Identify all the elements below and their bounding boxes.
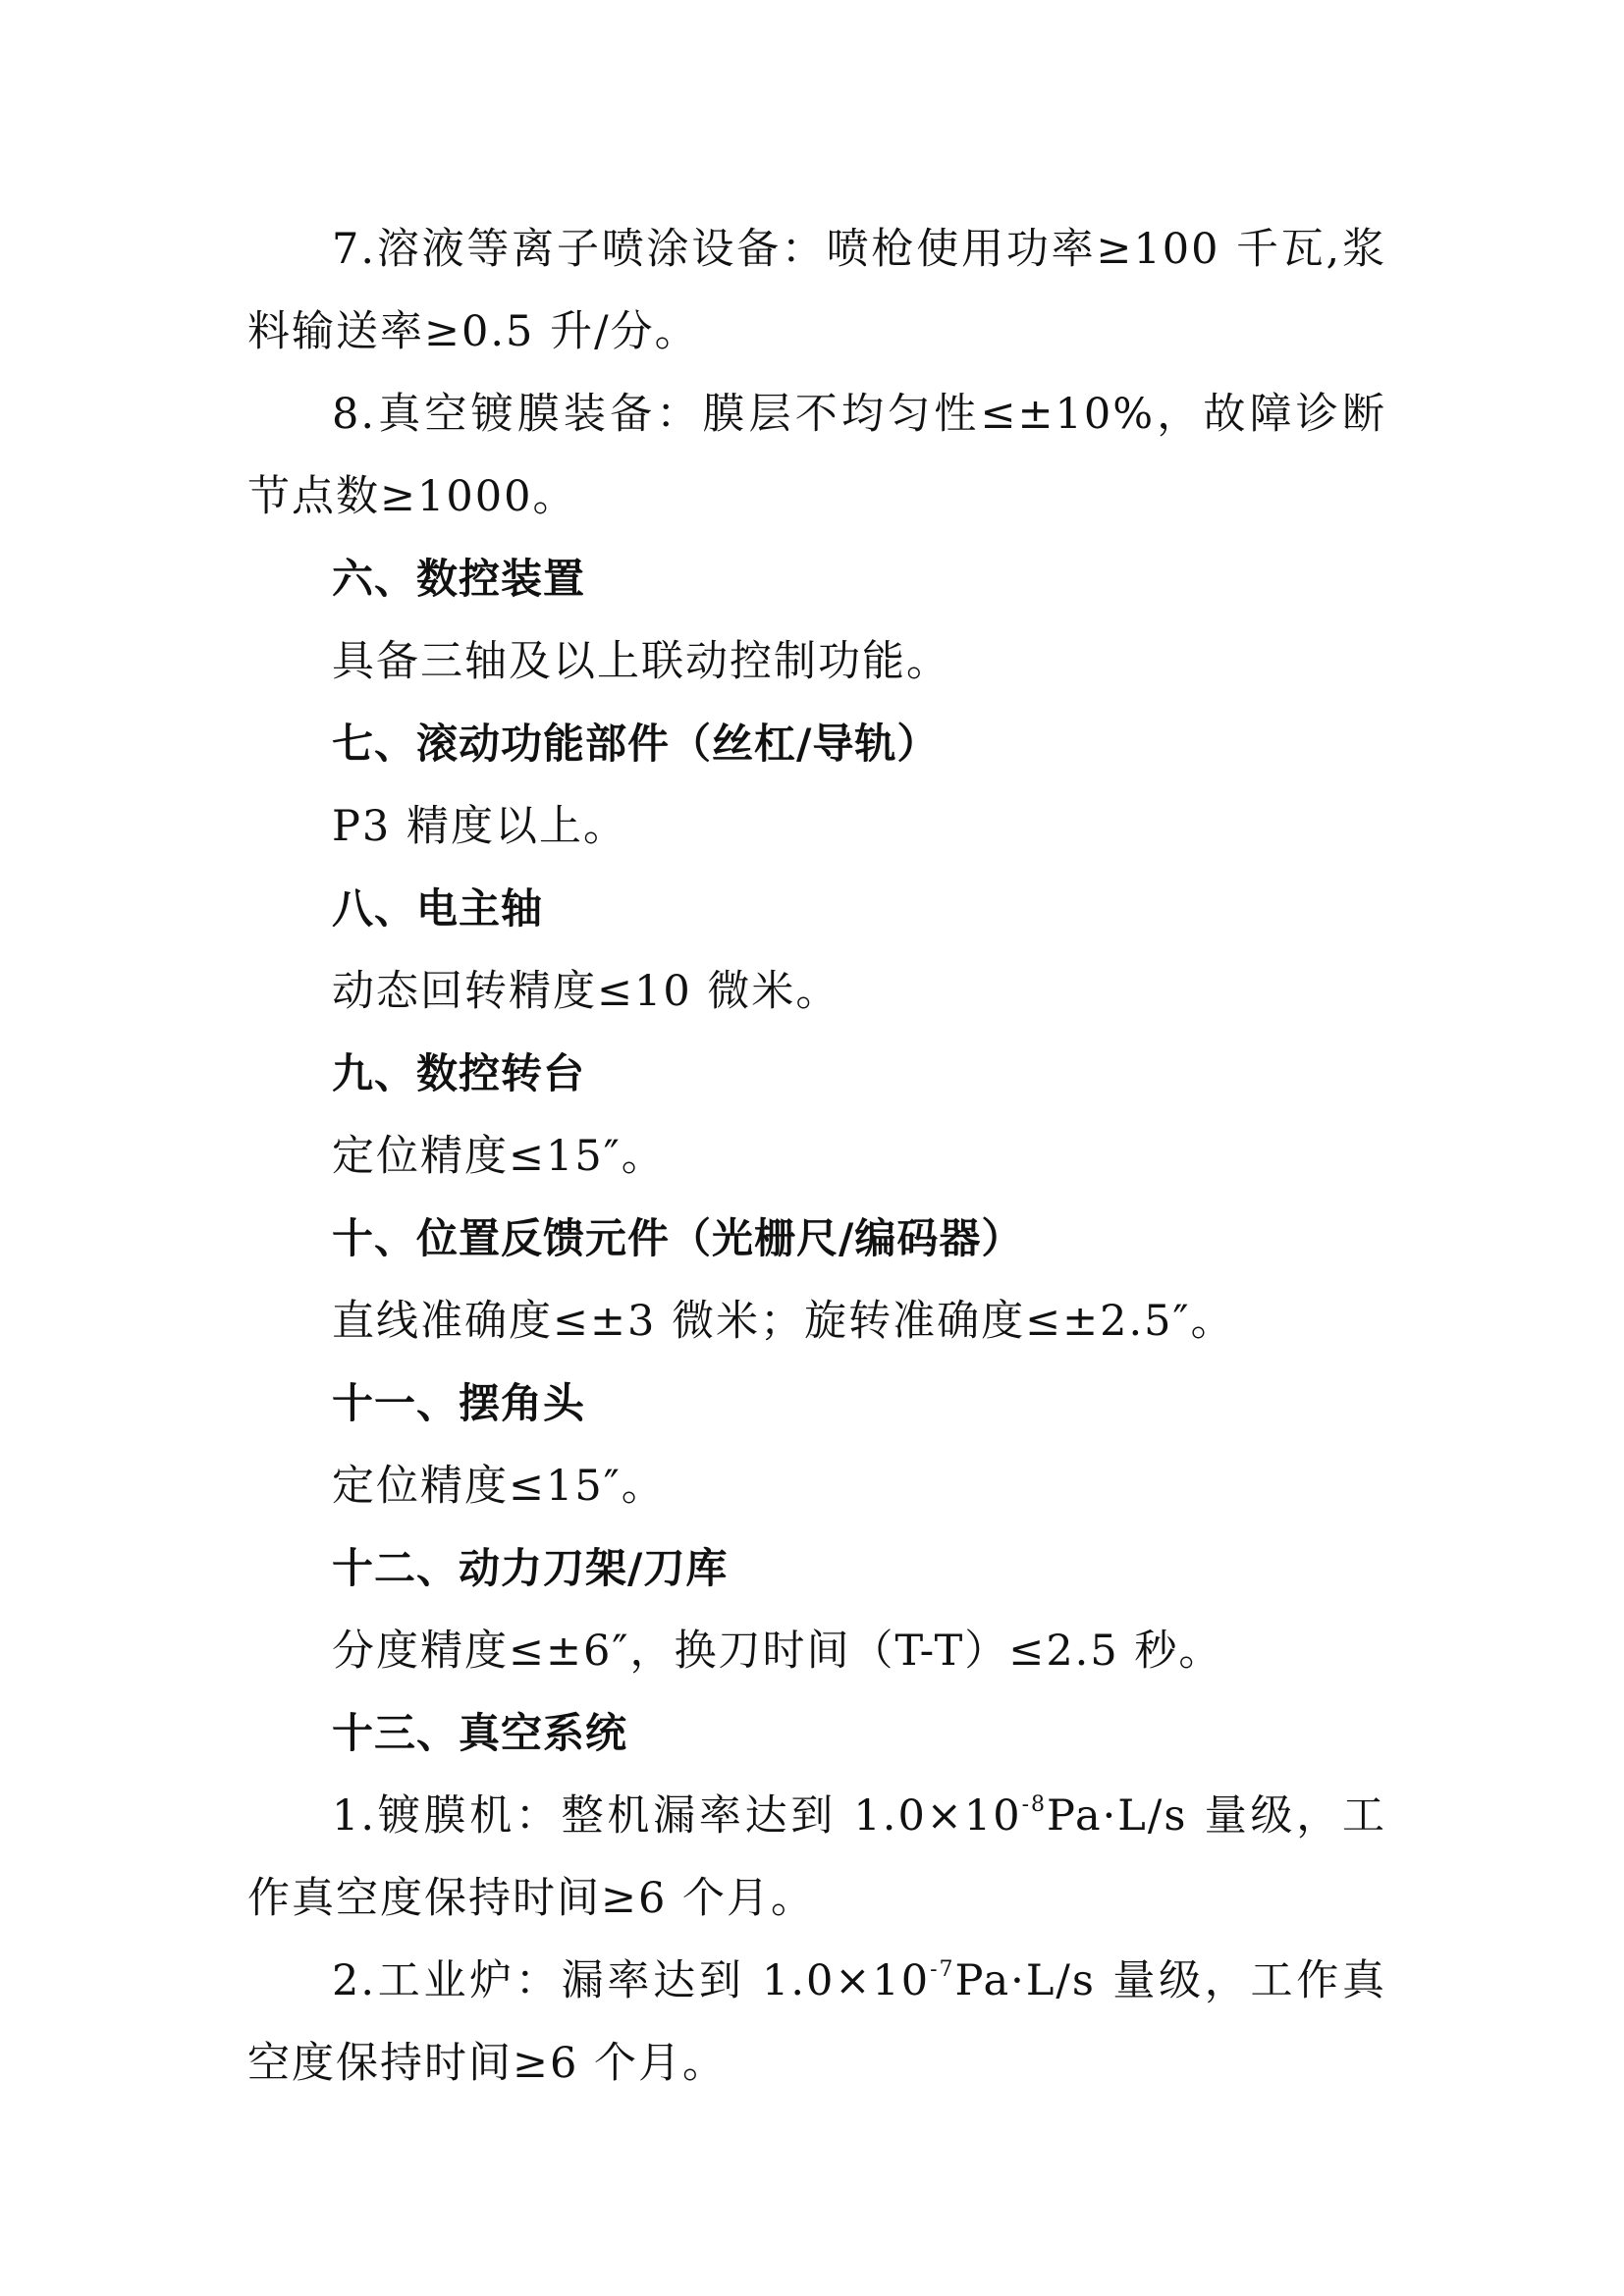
- section-body-12: 分度精度≤±6″，换刀时间（T-T）≤2.5 秒。: [332, 1627, 1223, 1676]
- item-8-vacuum-coating: 8.真空镀膜装备：膜层不均匀性≤±10%，故障诊断节点数≥1000。: [247, 390, 1386, 521]
- item-13-1-coating-machine: [247, 1775, 1386, 1940]
- section-body-10: 直线准确度≤±3 微米；旋转准确度≤±2.5″。: [332, 1297, 1235, 1346]
- item-13-1-text-b: Pa·L/s 量级，工作真空度保持时间≥6 个月。: [247, 1791, 1386, 1923]
- section-heading-13: 十三、真空系统: [332, 1709, 628, 1757]
- item-13-1-text-a: 1.镀膜机：整机漏率达到 1.0×10: [332, 1791, 1022, 1841]
- item-13-2-text-b: Pa·L/s 量级，工作真空度保持时间≥6 个月。: [247, 1956, 1386, 2088]
- section-heading-10: 十、位置反馈元件（光栅尺/编码器）: [332, 1214, 1024, 1262]
- section-heading-6: 六、数控装置: [332, 555, 586, 603]
- section-body-6: 具备三轴及以上联动控制功能。: [332, 637, 950, 686]
- item-13-2-text-a: 2.工业炉：漏率达到 1.0×10: [332, 1956, 931, 2005]
- item-13-1-exponent: -8: [1021, 1791, 1047, 1817]
- section-body-9: 定位精度≤15″。: [332, 1132, 666, 1181]
- section-heading-9: 九、数控转台: [332, 1049, 586, 1097]
- item-13-2-exponent: -7: [930, 1956, 955, 1982]
- section-heading-8: 八、电主轴: [332, 884, 544, 933]
- item-7-spray-equipment: 7.溶液等离子喷涂设备：喷枪使用功率≥100 千瓦,浆料输送率≥0.5 升/分。: [247, 225, 1386, 356]
- section-body-8: 动态回转精度≤10 微米。: [332, 967, 840, 1016]
- section-heading-12: 十二、动力刀架/刀库: [332, 1544, 729, 1592]
- item-13-2-industrial-furnace: [247, 1940, 1386, 2105]
- section-body-11: 定位精度≤15″。: [332, 1462, 666, 1511]
- section-heading-11: 十一、摆角头: [332, 1379, 586, 1427]
- section-heading-7: 七、滚动功能部件（丝杠/导轨）: [332, 720, 940, 768]
- section-body-7: P3 精度以上。: [332, 802, 627, 851]
- document-body: [247, 208, 1386, 2105]
